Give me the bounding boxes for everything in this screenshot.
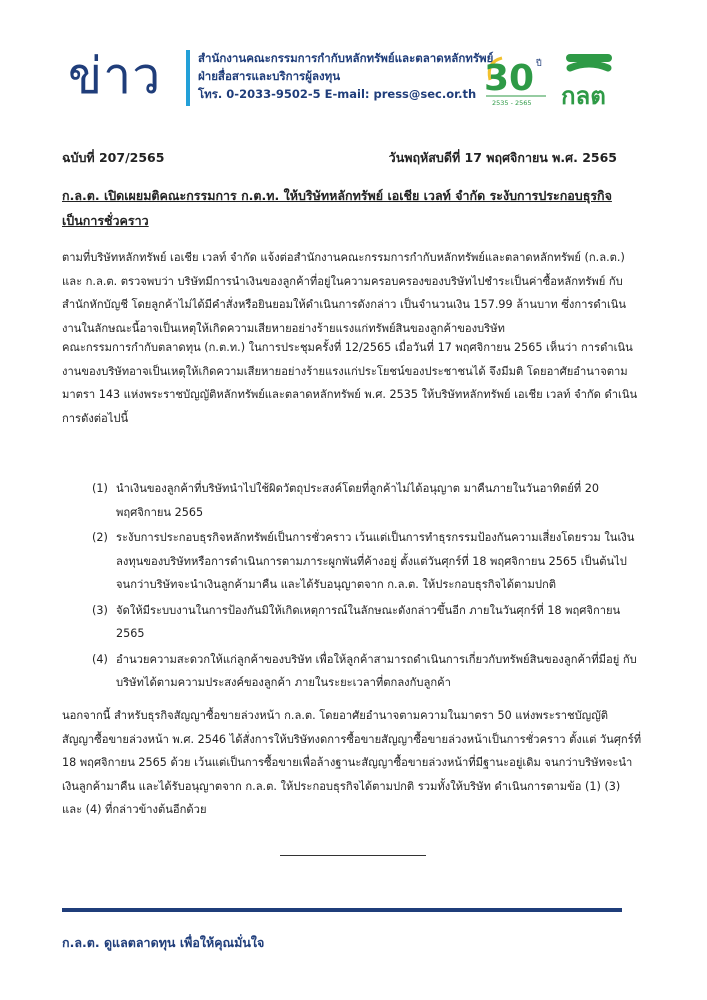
list-item-number: (1) xyxy=(92,482,108,495)
paragraph-3: นอกจากนี้ สำหรับธุรกิจสัญญาซื้อขายล่วงหน้า ก.ล.ต. โดยอาศัยอำนาจตามความในมาตรา 50 แห่งพระราชบัญญัติ สัญญาซื้อขายล่วงหน้า พ.ศ. 2546 ได้สั่งการให้บริษัทงดการซื้อขายสัญญาซื้อขายล่วงหน้าเป็นการชั่วคราว ตั้งแต่ วันศุกร์ที่ 18 พฤศจิกายน 2565 ด้วย เว้นแต่เป็นการซื้อขายเพื่อล้างฐานะสัญญาซื้อขายล่วงหน้าที่มีฐานะอยู่เดิม จนกว่าบริษัทจะนำเงินลูกค้ามาคืน และได้รับอนุญาตจาก ก.ล.ต. ให้ประกอบธุรกิจได้ตามปกติ รวมทั้งให้บริษัท ดำเนินการตามข้อ (1) (3) และ (4) ที่กล่าวข้างต้นอีกด้วย xyxy=(62,709,642,816)
contact-line: โทร. 0-2033-9502-5 E-mail: press@sec.or.th xyxy=(198,87,477,101)
release-date: วันพฤหัสบดีที่ 17 พฤศจิกายน พ.ศ. 2565 xyxy=(388,150,617,165)
issue-number: ฉบับที่ 207/2565 xyxy=(62,150,165,165)
anniversary-years: 2535 - 2565 xyxy=(492,99,532,107)
headline: ก.ล.ต. เปิดเผยมติคณะกรรมการ ก.ต.ท. ให้บริษัทหลักทรัพย์ เอเชีย เวลท์ จำกัด ระงับการประกอบธุรกิจ เป็นการชั่วคราว xyxy=(62,188,612,228)
list-item-number: (3) xyxy=(92,603,108,617)
end-rule xyxy=(280,855,426,856)
list-item-text: นำเงินของลูกค้าที่บริษัทนำไปใช้ผิดวัตถุประสงค์โดยที่ลูกค้าไม่ได้อนุญาต มาคืนภายในวันอาทิตย์ที่ 20 พฤศจิกายน 2565 xyxy=(116,482,599,519)
header-divider xyxy=(186,50,190,106)
list-item xyxy=(92,477,637,524)
anniversary-number: 30 xyxy=(484,58,535,99)
letterhead xyxy=(68,44,638,114)
sec-logo xyxy=(558,48,620,110)
list-item xyxy=(92,648,637,695)
org-name: สำนักงานคณะกรรมการกำกับหลักทรัพย์และตลาดหลักทรัพย์ xyxy=(198,51,494,65)
news-wordmark: ข่าว xyxy=(68,47,162,105)
order-list xyxy=(92,477,637,697)
list-item xyxy=(92,599,637,646)
anniversary-logo xyxy=(480,50,552,108)
paragraph-2: คณะกรรมการกำกับตลาดทุน (ก.ต.ท.) ในการประชุมครั้งที่ 12/2565 เมื่อวันที่ 17 พฤศจิกายน 2565 เห็นว่า การดำเนินงานของบริษัทอาจเป็นเหตุให้เกิดความเสียหายอย่างร้ายแรงแก่ประโยชน์ของประชาชนได้ จึงมีมติ โดยอาศัยอำนาจตามมาตรา 143 แห่งพระราชบัญญัติหลักทรัพย์และตลาดหลักทรัพย์ พ.ศ. 2535 ให้บริษัทหลักทรัพย์ เอเชีย เวลท์ จำกัด ดำเนินการดังต่อไปนี้ xyxy=(62,341,638,425)
paragraph-1: ตามที่บริษัทหลักทรัพย์ เอเชีย เวลท์ จำกัด แจ้งต่อสำนักงานคณะกรรมการกำกับหลักทรัพย์และตลาดหลักทรัพย์ (ก.ล.ต.) และ ก.ล.ต. ตรวจพบว่า บริษัทมีการนำเงินของลูกค้าที่อยู่ในความครอบครองของบริษัทไปชำระเป็นค่าซื้อหลักทรัพย์ กับสำนักหักบัญชี โดยลูกค้าไม่ได้มีคำสั่งหรือยินยอมให้ดำเนินการดังกล่าว เป็นจำนวนเงิน 157.99 ล้านบาท ซึ่งการดำเนินงานในลักษณะนี้อาจเป็นเหตุให้เกิดความเสียหายอย่างร้ายแรงแก่ทรัพย์สินของลูกค้าของบริษัท xyxy=(62,251,627,335)
list-item-text: ระงับการประกอบธุรกิจหลักทรัพย์เป็นการชั่วคราว เว้นแต่เป็นการทำธุรกรรมป้องกันความเสี่ยงโดยรวม ในเงินลงทุนของบริษัทหรือการดำเนินการตามภาระผูกพันที่ค้างอยู่ ตั้งแต่วันศุกร์ที่ 18 พฤศจิกายน 2565 เป็นต้นไป จนกว่าบริษัทจะนำเงินลูกค้ามาคืน และได้รับอนุญาตจาก ก.ล.ต. ให้ประกอบธุรกิจได้ตามปกติ xyxy=(116,531,635,591)
list-item xyxy=(92,526,637,597)
list-item-text: จัดให้มีระบบงานในการป้องกันมิให้เกิดเหตุการณ์ในลักษณะดังกล่าวขึ้นอีก ภายในวันศุกร์ที่ 18 พฤศจิกายน 2565 xyxy=(116,603,621,640)
list-item-number: (2) xyxy=(92,531,108,544)
department-name: ฝ่ายสื่อสารและบริการผู้ลงทุน xyxy=(198,69,341,83)
footer-slogan: ก.ล.ต. ดูแลตลาดทุน เพื่อให้คุณมั่นใจ xyxy=(62,935,265,950)
sec-logo-text: กลต xyxy=(561,82,606,110)
list-item-number: (4) xyxy=(92,652,108,666)
anniversary-suffix: ปี xyxy=(536,59,542,69)
footer-bar xyxy=(62,908,622,912)
list-item-text: อำนวยความสะดวกให้แก่ลูกค้าของบริษัท เพื่อให้ลูกค้าสามารถดำเนินการเกี่ยวกับทรัพย์สินของลูกค้าที่มีอยู่ กับบริษัทได้ตามความประสงค์ของลูกค้า ภายในระยะเวลาที่ตกลงกับลูกค้า xyxy=(116,652,637,689)
